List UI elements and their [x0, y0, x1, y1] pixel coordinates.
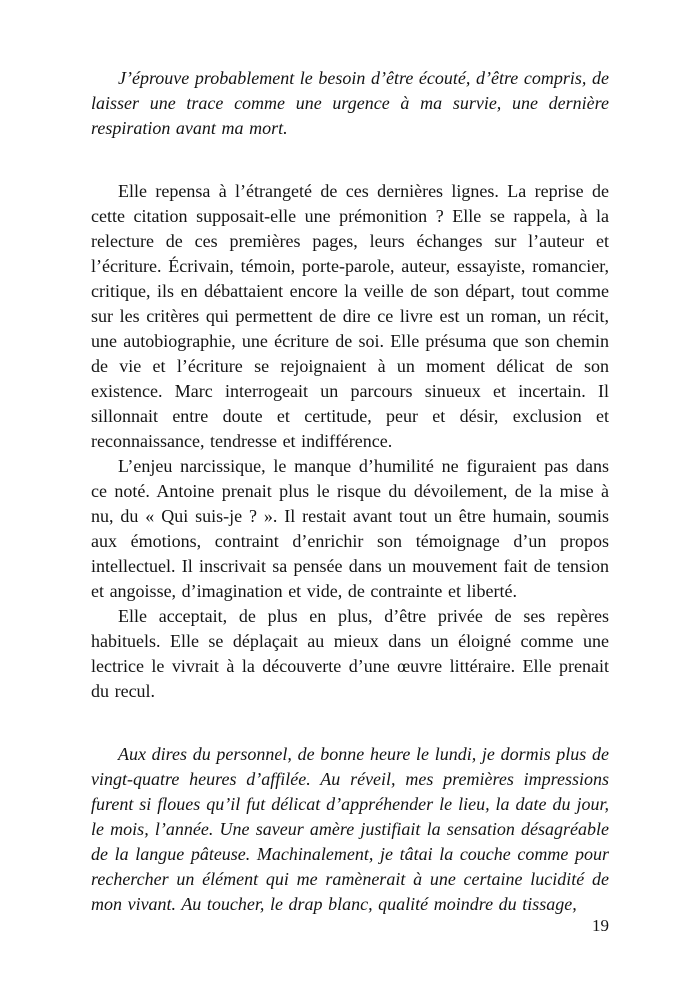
page-text: [91, 66, 609, 917]
paragraph-quote-closing: Aux dires du personnel, de bonne heure le lundi, je dormis plus de vingt-quatre heures d’affilée. Au réveil, mes premières impressions furent si floues qu’il fut délicat d’appréhender le lieu, la date du jour, le mois, l’année. Une saveur amère justifiait la sensation désagréable de la langue pâteuse. Machinalement, je tâtai la couche comme pour rechercher un élément qui me ramènerait à une certaine lucidité de mon vivant. Au toucher, le drap blanc, qualité moindre du tissage,: [91, 744, 609, 914]
page-number: 19: [592, 916, 609, 935]
paragraph-quote-opening: J’éprouve probablement le besoin d’être écouté, d’être compris, de laisser une trace comme une urgence à ma survie, une dernière respiration avant ma mort.: [91, 68, 609, 138]
paragraph-narrative-1: Elle repensa à l’étrangeté de ces dernières lignes. La reprise de cette citation supposait-elle une prémonition ? Elle se rappela, à la relecture de ces premières pages, leurs échanges sur l’auteur et l’écriture. Écrivain, témoin, porte-parole, auteur, essayiste, romancier, critique, ils en débattaient encore la veille de son départ, tout comme sur les critères qui permettent de dire ce livre est un roman, un récit, une autobiographie, une écriture de soi. Elle présuma que son chemin de vie et l’écriture se rejoignaient à un moment délicat de son existence. Marc interrogeait un parcours sinueux et incertain. Il sillonnait entre doute et certitude, peur et désir, exclusion et reconnaissance, tendresse et indifférence.: [91, 181, 609, 451]
paragraph-narrative-2: L’enjeu narcissique, le manque d’humilité ne figuraient pas dans ce noté. Antoine prenait plus le risque du dévoilement, de la mise à nu, du « Qui suis-je ? ». Il restait avant tout un être humain, soumis aux émotions, contraint d’enrichir son témoignage d’un propos intellectuel. Il inscrivait sa pensée dans un mouvement fait de tension et angoisse, d’imagination et vide, de contrainte et liberté.: [91, 456, 609, 601]
paragraph-narrative-3: Elle acceptait, de plus en plus, d’être privée de ses repères habituels. Elle se déplaçait au mieux dans un éloigné comme une lectrice le vivrait à la découverte d’une œuvre littéraire. Elle prenait du recul.: [91, 606, 609, 701]
